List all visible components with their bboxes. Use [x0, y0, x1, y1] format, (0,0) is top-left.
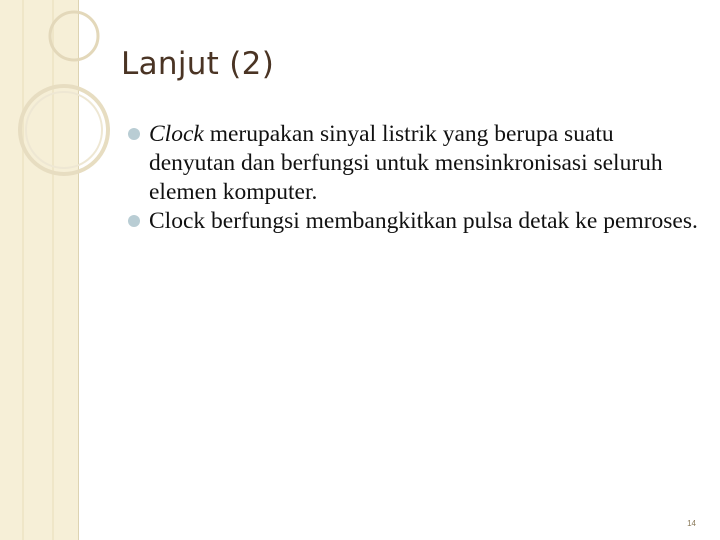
- bullet-item-clock-definition: [128, 120, 698, 207]
- decorative-stripe: [22, 0, 24, 540]
- bullet-list: [128, 120, 698, 236]
- page-number: 14: [687, 519, 696, 528]
- bullet-item-clock-function: [128, 207, 698, 236]
- bullet-text: merupakan sinyal listrik yang berupa suatu denyutan dan berfungsi untuk mensinkronisasi seluruh elemen komputer.: [149, 121, 663, 205]
- slide-title: Lanjut (2): [121, 46, 275, 82]
- bullet-dot-icon: [128, 128, 140, 140]
- bullet-text: berfungsi membangkitkan pulsa detak ke pemroses.: [205, 208, 698, 234]
- bullet-term: Clock: [149, 208, 206, 234]
- bullet-term: Clock: [149, 121, 204, 147]
- decorative-left-band: [0, 0, 79, 540]
- decorative-stripe: [52, 0, 54, 540]
- bullet-dot-icon: [128, 215, 140, 227]
